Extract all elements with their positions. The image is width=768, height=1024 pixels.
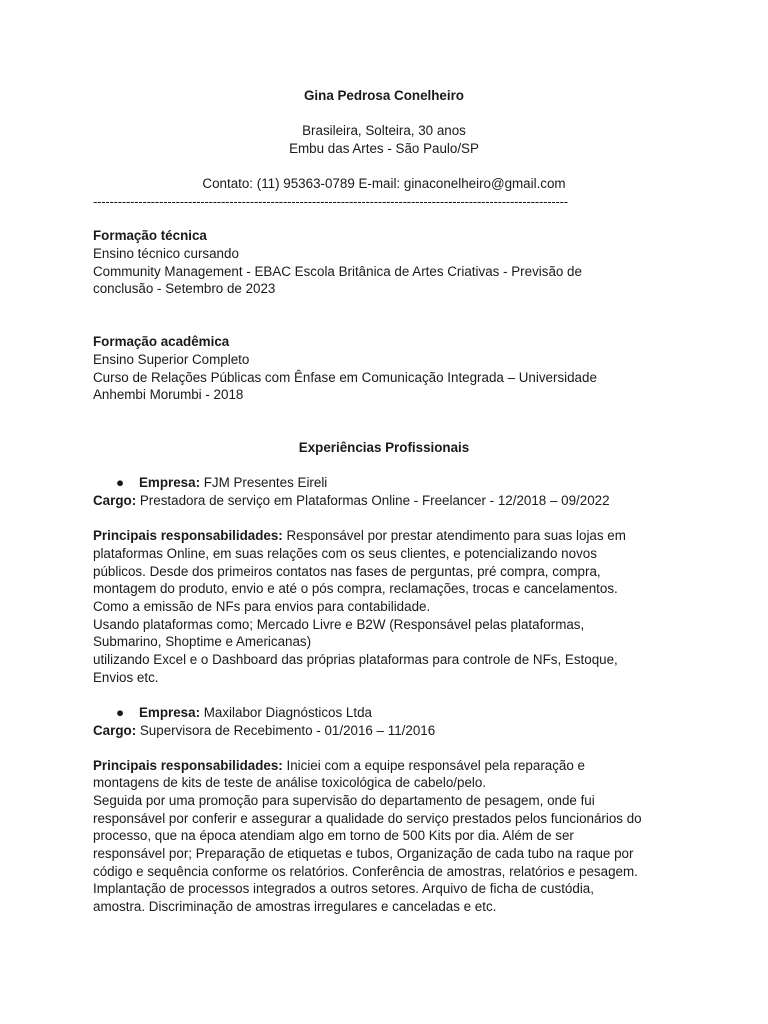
candidate-name: Gina Pedrosa Conelheiro: [304, 88, 464, 103]
job-role: Cargo: Prestadora de serviço em Plataformas Online - Freelancer - 12/2018 – 09/2022: [93, 493, 610, 508]
tech-education-title: Formação técnica: [93, 228, 207, 243]
experience-title: Experiências Profissionais: [298, 440, 470, 455]
job-responsibilities-line: responsável por; Preparação de etiquetas e tubos, Organização de cada tubo na raque por: [93, 846, 634, 861]
job-role: Cargo: Supervisora de Recebimento - 01/2016 – 11/2016: [93, 723, 436, 738]
job-responsibilities-line: plataformas Online, em suas relações com os seus clientes, e potencializando novos: [93, 546, 597, 561]
job-responsibilities-line: montagem do produto, envio e até o pós compra, reclamações, trocas e cancelamentos.: [93, 581, 618, 596]
job-responsibilities-line: utilizando Excel e o Dashboard das próprias plataformas para controle de NFs, Estoque,: [93, 652, 618, 667]
tech-education-line: Ensino técnico cursando: [93, 246, 239, 261]
job-responsibilities-line: código e sequência conforme os relatórios. Conferência de amostras, relatórios e pesagem.: [93, 864, 638, 879]
job-responsibilities-line: amostra. Discriminação de amostras irregulares e canceladas e etc.: [93, 899, 497, 914]
job-responsibilities: Principais responsabilidades: Responsável por prestar atendimento para suas lojas em: [93, 528, 626, 543]
academic-education-line: Anhembi Morumbi - 2018: [93, 387, 244, 402]
academic-education-line: Ensino Superior Completo: [93, 352, 250, 367]
job-responsibilities-line: Como a emissão de NFs para envios para contabilidade.: [93, 599, 431, 614]
job-responsibilities-line: processo, que na época atendiam algo em torno de 500 Kits por dia. Além de ser: [93, 828, 574, 843]
job-responsibilities-line: Implantação de processos integrados a outros setores. Arquivo de ficha de custódia,: [93, 881, 594, 896]
separator-line: -------------------------------------------------------------------------------------------------------------------: [93, 194, 568, 209]
job-responsibilities-line: públicos. Desde dos primeiros contatos nas fases de perguntas, pré compra, compra,: [93, 564, 601, 579]
tech-education-line: conclusão - Setembro de 2023: [93, 281, 276, 296]
academic-education-line: Curso de Relações Públicas com Ênfase em Comunicação Integrada – Universidade: [93, 370, 597, 385]
bullet-icon: ●: [116, 705, 125, 720]
job-responsibilities-line: Seguida por uma promoção para supervisão do departamento de pesagem, onde fui: [93, 793, 595, 808]
job-responsibilities-line: responsável por conferir e assegurar a qualidade do serviço prestados pelos funcionários do: [93, 811, 642, 826]
job-responsibilities-line: montagens de kits de teste de análise toxicológica de cabelo/pelo.: [93, 775, 487, 790]
candidate-contact: Contato: (11) 95363-0789 E-mail: ginaconelheiro@gmail.com: [202, 176, 566, 191]
candidate-profile: Brasileira, Solteira, 30 anos: [302, 123, 466, 138]
tech-education-line: Community Management - EBAC Escola Britânica de Artes Criativas - Previsão de: [93, 264, 582, 279]
job-responsibilities-line: Usando plataformas como; Mercado Livre e B2W (Responsável pelas plataformas,: [93, 617, 585, 632]
job-responsibilities-line: Submarino, Shoptime e Americanas): [93, 634, 312, 649]
job-responsibilities-line: Envios etc.: [93, 670, 159, 685]
bullet-icon: ●: [116, 475, 125, 490]
candidate-location: Embu das Artes - São Paulo/SP: [289, 141, 479, 156]
job-company: Empresa: Maxilabor Diagnósticos Ltda: [139, 705, 372, 720]
academic-education-title: Formação acadêmica: [93, 334, 230, 349]
job-responsibilities: Principais responsabilidades: Iniciei com a equipe responsável pela reparação e: [93, 758, 585, 773]
job-company: Empresa: FJM Presentes Eireli: [139, 475, 328, 490]
